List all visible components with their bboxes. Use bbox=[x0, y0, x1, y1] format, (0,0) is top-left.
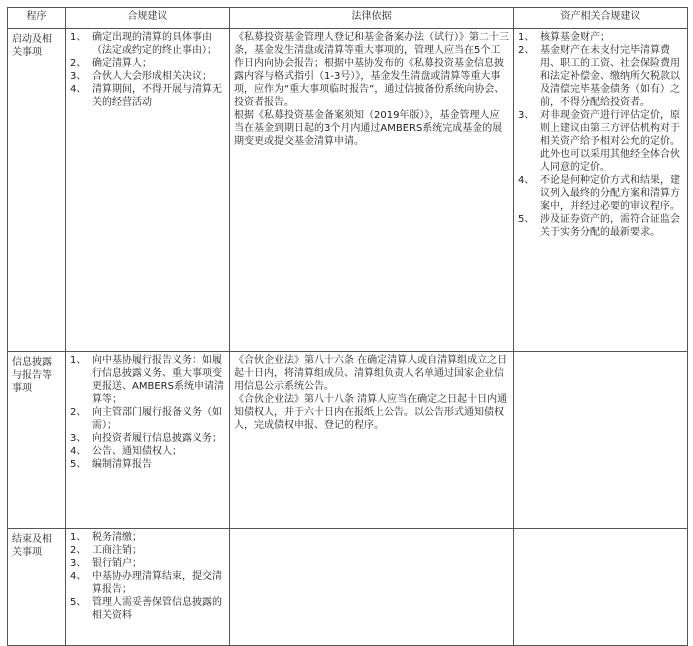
list-item bbox=[70, 31, 225, 57]
liquidation-compliance-table bbox=[7, 7, 688, 646]
item-text: 税务清缴； bbox=[92, 532, 142, 543]
table-row bbox=[8, 352, 688, 529]
list-item bbox=[70, 544, 225, 557]
list-item bbox=[518, 213, 683, 239]
item-text: 核算基金财产； bbox=[540, 32, 610, 43]
item-number: 5、 bbox=[518, 214, 535, 225]
item-text: 中基协办理清算结束，提交清算报告； bbox=[92, 571, 222, 595]
item-text: 工商注销； bbox=[92, 545, 142, 556]
item-text: 管理人需妥善保管信息披露的相关资料 bbox=[92, 597, 222, 621]
list-item bbox=[70, 83, 225, 109]
list-item bbox=[518, 44, 683, 109]
item-text: 涉及证券资产的，需符合证监会关于实务分配的最新要求。 bbox=[540, 214, 680, 238]
list-item bbox=[70, 432, 225, 445]
item-number: 5、 bbox=[70, 459, 87, 470]
item-number: 2、 bbox=[70, 545, 87, 556]
list-item bbox=[70, 458, 225, 471]
item-number: 1、 bbox=[70, 32, 87, 43]
item-text: 向投资者履行信息披露义务； bbox=[92, 433, 222, 444]
legal-paragraph: 《合伙企业法》第八十八条 清算人应当在确定之日起十日内通知债权人，并于六十日内在报纸上公告。以公告形式通知债权人，完成债权申报、登记的程序。 bbox=[234, 394, 508, 431]
list-item bbox=[70, 557, 225, 570]
procedure-cell: 结束及相关事项 bbox=[8, 529, 66, 646]
item-text: 确定清算人； bbox=[92, 58, 152, 69]
header-compliance: 合规建议 bbox=[66, 8, 230, 29]
item-number: 3、 bbox=[70, 433, 87, 444]
procedure-cell: 启动及相关事项 bbox=[8, 29, 66, 352]
asset-compliance-cell bbox=[514, 352, 688, 529]
item-number: 4、 bbox=[70, 446, 87, 457]
item-number: 4、 bbox=[70, 571, 87, 582]
legal-basis-cell bbox=[230, 29, 514, 352]
list-item bbox=[518, 31, 683, 44]
item-number: 2、 bbox=[70, 58, 87, 69]
compliance-cell bbox=[66, 29, 230, 352]
item-number: 4、 bbox=[518, 175, 535, 186]
list-item bbox=[518, 109, 683, 174]
item-number: 1、 bbox=[70, 355, 87, 366]
procedure-cell: 信息披露与报告等事项 bbox=[8, 352, 66, 529]
item-number: 3、 bbox=[70, 558, 87, 569]
item-text: 合伙人大会形成相关决议； bbox=[92, 71, 212, 82]
table-row bbox=[8, 29, 688, 352]
item-text: 向主管部门履行报备义务（如需）； bbox=[92, 407, 222, 431]
list-item bbox=[70, 57, 225, 70]
item-text: 清算期间，不得开展与清算无关的经营活动 bbox=[92, 84, 222, 108]
asset-compliance-cell bbox=[514, 29, 688, 352]
list-item bbox=[70, 596, 225, 622]
list-item bbox=[70, 570, 225, 596]
item-text: 公告、通知债权人； bbox=[92, 446, 182, 457]
list-item bbox=[518, 174, 683, 213]
list-item bbox=[70, 445, 225, 458]
item-text: 向中基协履行报告义务：如履行信息披露义务、重大事项变更报送、AMBERS系统申请清算等； bbox=[92, 355, 224, 405]
item-text: 基金财产在未支付完毕清算费用、职工的工资、社会保险费用和法定补偿金、缴纳所欠税款以及清偿完毕基金债务（如有）之前，不得分配给投资者。 bbox=[540, 45, 680, 108]
item-number: 2、 bbox=[70, 407, 87, 418]
compliance-cell bbox=[66, 352, 230, 529]
table-row bbox=[8, 529, 688, 646]
item-number: 3、 bbox=[70, 71, 87, 82]
asset-compliance-cell bbox=[514, 529, 688, 646]
legal-paragraph: 《合伙企业法》第八十六条 在确定清算人或自清算组成立之日起十日内，将清算组成员、清算组负责人名单通过国家企业信用信息公示系统公告。 bbox=[234, 355, 508, 392]
item-number: 1、 bbox=[70, 532, 87, 543]
header-asset-compliance: 资产相关合规建议 bbox=[514, 8, 688, 29]
item-text: 确定出现的清算的具体事由（法定或约定的终止事由）； bbox=[92, 32, 217, 56]
list-item bbox=[70, 70, 225, 83]
compliance-cell bbox=[66, 529, 230, 646]
item-number: 3、 bbox=[518, 110, 535, 121]
item-number: 2、 bbox=[518, 45, 535, 56]
header-procedure: 程序 bbox=[8, 8, 66, 29]
item-number: 1、 bbox=[518, 32, 535, 43]
list-item bbox=[70, 406, 225, 432]
item-text: 对非现金资产进行评估定价，原则上建议由第三方评估机构对于相关资产给予相对公允的定价。此外也可以采用其他经全体合伙人同意的定价。 bbox=[540, 110, 680, 173]
list-item bbox=[70, 531, 225, 544]
legal-paragraph: 根据《私募投资基金备案须知（2019年版）》，基金管理人应当在基金到期日起的3个月内通过AMBERS系统完成基金的展期变更或提交基金清算申请。 bbox=[234, 110, 503, 147]
list-item bbox=[70, 354, 225, 406]
item-text: 编制清算报告 bbox=[92, 459, 152, 470]
header-row bbox=[8, 8, 688, 29]
item-number: 4、 bbox=[70, 84, 87, 95]
legal-paragraph: 《私募投资基金管理人登记和基金备案办法（试行）》第二十三条，基金发生清盘或清算等重大事项的，管理人应当在5个工作日内向协会报告；根据中基协发布的《私募投资基金信息披露内容与格式指引（1-3号）》，基金发生清盘或清算等重大事项，应作为“重大事项临时报告”，通过信披备份系统向协会、投资者报告。 bbox=[234, 32, 509, 108]
item-text: 银行销户； bbox=[92, 558, 142, 569]
legal-basis-cell bbox=[230, 352, 514, 529]
item-text: 不论是何种定价方式和结果，建议列入最终的分配方案和清算方案中，并经过必要的审议程序。 bbox=[540, 175, 680, 212]
legal-basis-cell bbox=[230, 529, 514, 646]
item-number: 5、 bbox=[70, 597, 87, 608]
header-legal-basis: 法律依据 bbox=[230, 8, 514, 29]
